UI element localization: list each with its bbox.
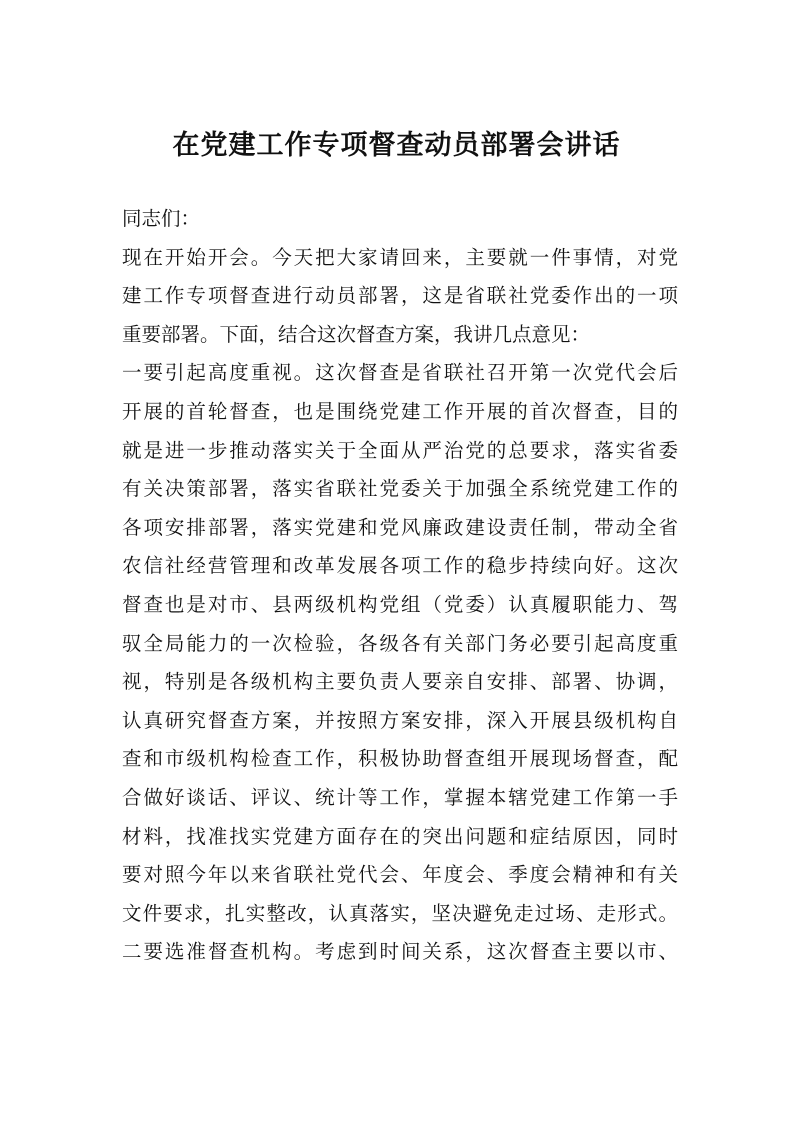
body-line: 重要部署。下面，结合这次督查方案，我讲几点意见： — [122, 322, 591, 346]
document-title: 在党建工作专项督查动员部署会讲话 — [172, 130, 621, 161]
body-line: 就是进一步推动落实关于全面从严治党的总要求，落实省委 — [122, 438, 678, 462]
document-body — [122, 200, 678, 972]
body-line: 建工作专项督查进行动员部署，这是省联社党委作出的一项 — [122, 284, 678, 308]
body-line: 文件要求，扎实整改，认真落实，坚决避免走过场、走形式。 — [122, 901, 678, 925]
body-line: 认真研究督查方案，并按照方案安排，深入开展县级机构自 — [122, 708, 678, 732]
body-line: 现在开始开会。今天把大家请回来，主要就一件事情，对党 — [122, 245, 678, 269]
salutation-line: 同志们： — [122, 207, 201, 230]
body-line: 材料，找准找实党建方面存在的突出问题和症结原因，同时 — [122, 824, 678, 848]
body-line: 各项安排部署，落实党建和党风廉政建设责任制，带动全省 — [122, 515, 678, 539]
body-line: 要对照今年以来省联社党代会、年度会、季度会精神和有关 — [122, 863, 678, 887]
body-line: 督查也是对市、县两级机构党组（党委）认真履职能力、驾 — [122, 592, 678, 616]
body-line: 查和市级机构检查工作，积极协助督查组开展现场督查，配 — [122, 747, 678, 771]
body-line: 视，特别是各级机构主要负责人要亲自安排、部署、协调， — [122, 670, 678, 694]
body-line: 有关决策部署，落实省联社党委关于加强全系统党建工作的 — [122, 477, 678, 501]
body-line: 一要引起高度重视。这次督查是省联社召开第一次党代会后 — [122, 361, 678, 385]
body-line: 合做好谈话、评议、统计等工作，掌握本辖党建工作第一手 — [122, 785, 678, 809]
body-line: 驭全局能力的一次检验，各级各有关部门务必要引起高度重 — [122, 631, 678, 655]
body-line: 开展的首轮督查，也是围绕党建工作开展的首次督查，目的 — [122, 399, 678, 423]
body-line: 二要选准督查机构。考虑到时间关系，这次督查主要以市、 — [122, 940, 678, 964]
body-line: 农信社经营管理和改革发展各项工作的稳步持续向好。这次 — [122, 554, 678, 578]
